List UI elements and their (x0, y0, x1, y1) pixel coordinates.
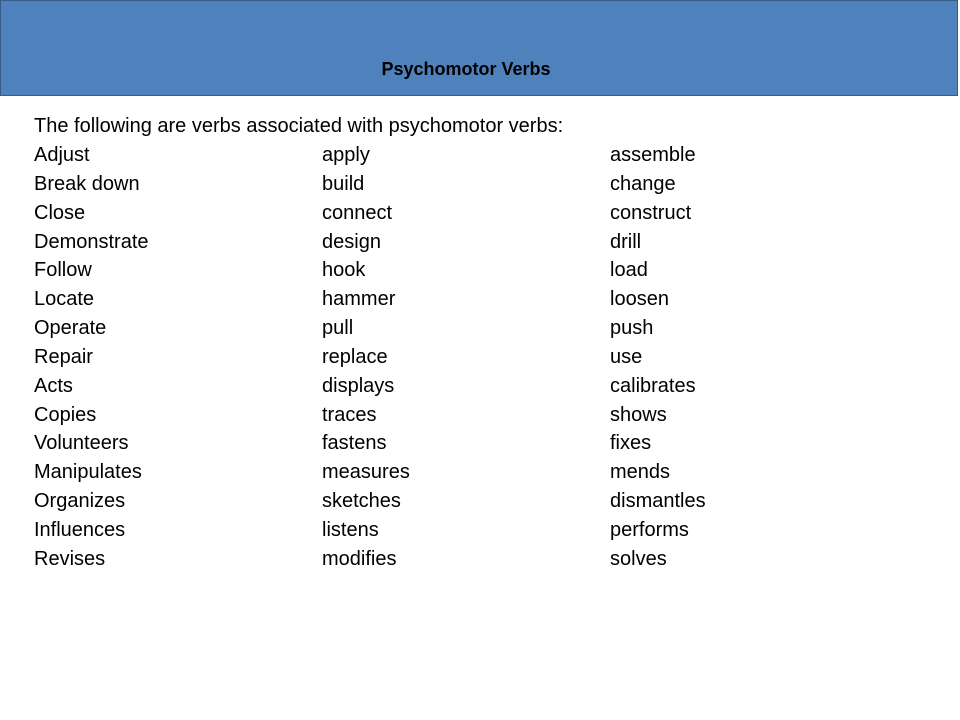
verb-cell: change (610, 172, 676, 195)
verb-cell: hook (322, 259, 366, 282)
verb-cell: replace (322, 345, 388, 368)
verb-cell: solves (610, 547, 667, 570)
verb-row (34, 372, 934, 401)
verb-cell: connect (322, 201, 393, 224)
intro-text: The following are verbs associated with psychomotor verbs: (34, 115, 564, 137)
verb-cell: traces (322, 403, 377, 426)
verb-list (34, 141, 934, 574)
verb-cell: listens (322, 518, 379, 541)
verb-cell: Adjust (34, 144, 90, 166)
verb-cell: fixes (610, 432, 652, 455)
verb-cell: Break down (34, 172, 140, 195)
verb-row (34, 228, 934, 257)
verb-row (34, 256, 934, 285)
verb-cell: fastens (322, 432, 387, 455)
verb-cell: Close (34, 201, 86, 224)
verb-row (34, 343, 934, 372)
verb-row (34, 429, 934, 458)
verb-cell: Locate (34, 288, 95, 311)
verb-cell: sketches (322, 490, 401, 513)
verb-cell: load (610, 259, 648, 282)
verb-cell: Demonstrate (34, 230, 149, 253)
verb-row (34, 401, 934, 430)
verb-cell: assemble (610, 144, 696, 166)
verb-cell: Influences (34, 518, 126, 541)
verb-cell: hammer (322, 288, 396, 311)
verb-cell: mends (610, 461, 671, 484)
verb-cell: calibrates (610, 374, 696, 397)
verb-cell: performs (610, 518, 689, 541)
title-bar (0, 0, 958, 96)
verb-cell: Repair (34, 345, 93, 368)
verb-cell: shows (610, 403, 667, 426)
verb-cell: modifies (322, 547, 397, 570)
verb-cell: Operate (34, 317, 107, 340)
verb-cell: dismantles (610, 490, 706, 513)
verb-cell: construct (610, 201, 692, 224)
verb-cell: Manipulates (34, 461, 142, 484)
verb-cell: displays (322, 374, 395, 397)
verb-cell: Volunteers (34, 432, 129, 455)
verb-cell: design (322, 230, 381, 253)
verb-row (34, 199, 934, 228)
verb-cell: loosen (610, 288, 669, 311)
verb-row (34, 487, 934, 516)
verb-cell: push (610, 317, 654, 340)
verb-row (34, 141, 934, 170)
verb-cell: drill (610, 230, 642, 253)
verb-cell: pull (322, 317, 354, 340)
slide-content (34, 112, 934, 574)
verb-row (34, 314, 934, 343)
verb-cell: Follow (34, 259, 92, 282)
verb-cell: use (610, 345, 643, 368)
verb-cell: measures (322, 461, 410, 484)
verb-cell: build (322, 172, 365, 195)
verb-cell: apply (322, 144, 370, 166)
verb-row (34, 170, 934, 199)
verb-row (34, 545, 934, 574)
slide-title: Psychomotor Verbs (381, 59, 551, 79)
verb-cell: Copies (34, 403, 97, 426)
verb-row (34, 458, 934, 487)
verb-row (34, 516, 934, 545)
verb-cell: Acts (34, 374, 73, 397)
verb-cell: Organizes (34, 490, 126, 513)
verb-cell: Revises (34, 547, 106, 570)
verb-row (34, 285, 934, 314)
